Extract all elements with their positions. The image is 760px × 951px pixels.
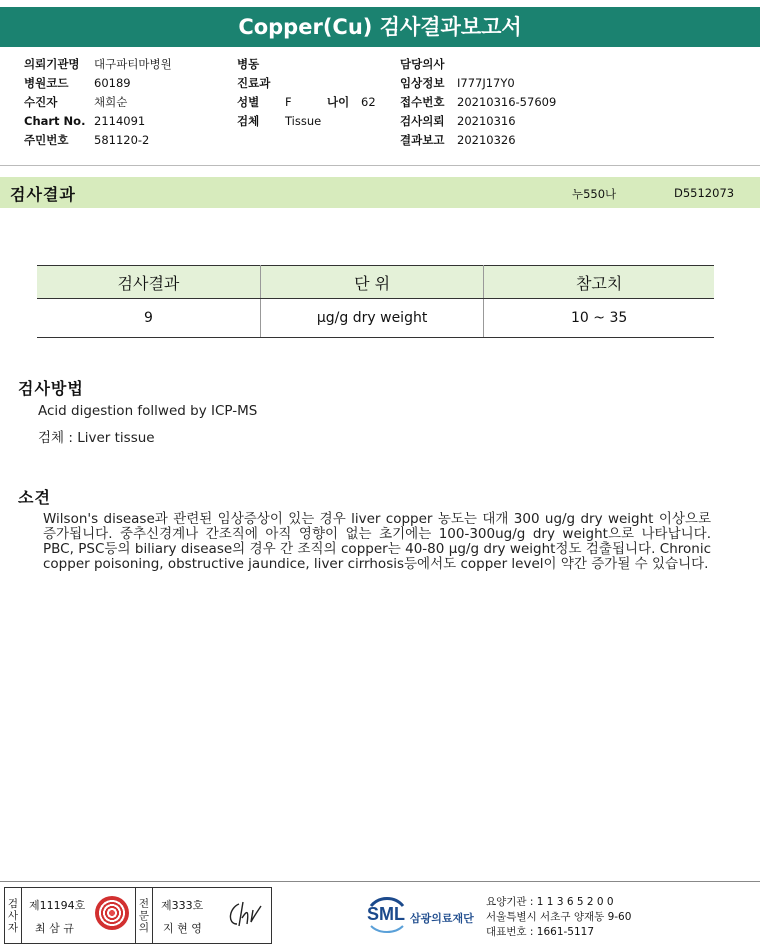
info-label: 결과보고 (400, 133, 445, 147)
info-label: 성별 (237, 95, 260, 109)
info-label: 검체 (237, 114, 260, 128)
method-heading: 검사방법 (18, 379, 84, 398)
info-value: Tissue (285, 114, 322, 128)
findings-text: Wilson's disease과 관련된 임상증상이 있는 경우 liver copper 농도는 대개 300 ug/g dry weight 이상으로 증가됩니다. 중추신경계나 간조직에 아직 영향이 없는 초기에는 100-300ug/g dry weight으로 나타납니다. PBC, PSC등의 biliary disease의 경우 간 조직의 copper는 40-80 µg/g dry weight정도 검출됩니다. Chronic copper poisoning, obstructive jaundice, liver cirrhosis등에서도 copper level이 약간 증가될 수 있습니다. (43, 511, 711, 572)
org-contact (486, 895, 631, 940)
specialist-label-cell (135, 888, 153, 943)
specialist-name: 지 현 영 (163, 922, 202, 935)
org-logo-text: SML (367, 904, 405, 924)
info-label: Chart No. (24, 114, 86, 128)
age-label: 나이 (327, 95, 350, 109)
result-section-bar (0, 177, 760, 208)
report-title: Copper(Cu) 검사결과보고서 (0, 7, 760, 47)
result-code-1: 누550나 (572, 187, 617, 201)
info-value: 581120-2 (94, 133, 150, 147)
info-value: 채희순 (94, 95, 128, 109)
table-row (37, 299, 714, 338)
specialist-label: 전문의 (138, 897, 150, 934)
reference-value: 10 ~ 35 (484, 299, 714, 338)
result-code-2: D5512073 (674, 186, 735, 200)
age-value: 62 (361, 95, 376, 109)
info-value: 20210316 (457, 114, 516, 128)
seal-stamp-icon (95, 896, 129, 930)
footer-divider (0, 881, 760, 882)
info-column-1 (24, 55, 172, 150)
examiner-label: 검사자 (7, 897, 19, 934)
info-label: 임상정보 (400, 76, 445, 90)
header-unit: 단 위 (260, 266, 483, 299)
result-value: 9 (37, 299, 260, 338)
info-label: 주민번호 (24, 133, 69, 147)
info-value: 20210316-57609 (457, 95, 557, 109)
info-label: 수진자 (24, 95, 58, 109)
method-line-1: Acid digestion follwed by ICP-MS (38, 403, 258, 419)
info-label: 병동 (237, 57, 260, 71)
org-name: 삼광의료재단 (410, 912, 474, 925)
info-label: 병원코드 (24, 76, 69, 90)
info-value: 60189 (94, 76, 131, 90)
examiner-name: 최 삼 규 (35, 922, 74, 935)
result-section-heading: 검사결과 (10, 185, 76, 204)
examiner-number: 제11194호 (29, 899, 86, 912)
result-table-header-row (37, 266, 714, 299)
contact-line-1: 요양기관 : 1 1 3 6 5 2 0 0 (486, 896, 614, 908)
info-label: 접수번호 (400, 95, 445, 109)
header-result: 검사결과 (37, 266, 260, 299)
header-reference: 참고치 (484, 266, 714, 299)
info-divider (0, 165, 760, 166)
info-value: 대구파티마병원 (94, 57, 172, 71)
contact-line-3: 대표번호 : 1661-5117 (486, 926, 595, 938)
findings-heading: 소견 (18, 488, 51, 507)
info-label: 진료과 (237, 76, 271, 90)
info-column-3 (400, 55, 556, 150)
info-value: 20210326 (457, 133, 516, 147)
signature-icon (225, 898, 265, 932)
info-label: 담당의사 (400, 57, 445, 71)
examiner-label-cell (5, 888, 22, 943)
contact-line-2: 서울특별시 서초구 양재동 9-60 (486, 911, 632, 923)
info-value: 2114091 (94, 114, 146, 128)
info-value: F (285, 95, 292, 109)
info-label: 의뢰기관명 (24, 57, 80, 71)
unit-value: µg/g dry weight (260, 299, 483, 338)
info-value: I777J17Y0 (457, 76, 515, 90)
method-line-2: 검체 : Liver tissue (38, 430, 155, 446)
specialist-number: 제333호 (161, 899, 204, 912)
info-label: 검사의뢰 (400, 114, 445, 128)
info-column-2 (237, 55, 376, 131)
signature-box (4, 887, 272, 944)
result-table (37, 265, 714, 338)
